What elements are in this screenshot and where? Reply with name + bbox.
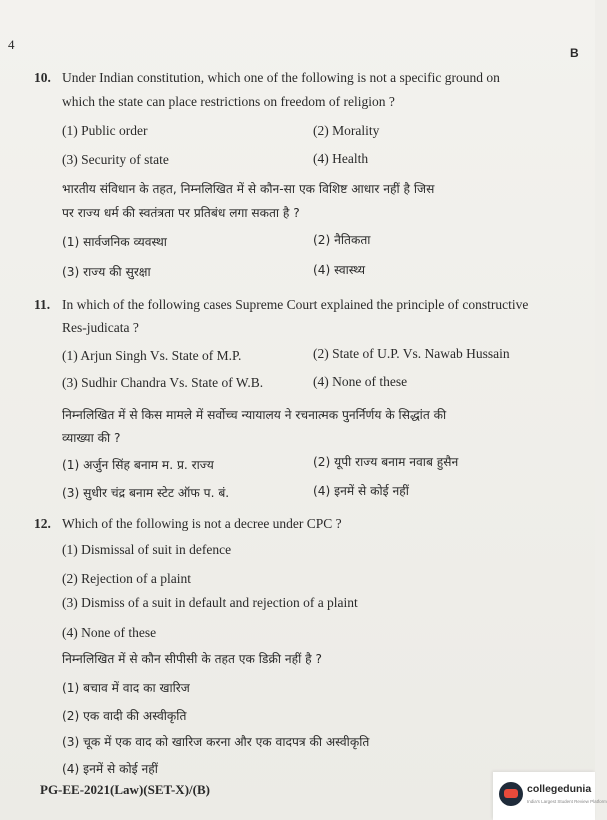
option: (3) Dismiss of a suit in default and rejection of a plaint (62, 595, 358, 610)
option: (3) Sudhir Chandra Vs. State of W.B. (62, 375, 264, 390)
question-text: Under Indian constitution, which one of the following is not a specific ground on (62, 70, 500, 85)
option: (4) None of these (313, 374, 408, 389)
option-hindi: (2) यूपी राज्य बनाम नवाब हुसैन (313, 455, 459, 469)
question-text: which the state can place restrictions on freedom of religion ? (62, 94, 395, 109)
footer-exam-code: PG-EE-2021(Law)(SET-X)/(B) (40, 782, 210, 797)
question-text: In which of the following cases Supreme Court explained the principle of constructive (62, 297, 529, 312)
option: (1) Dismissal of suit in defence (62, 542, 232, 557)
option: (1) Arjun Singh Vs. State of M.P. (62, 348, 242, 363)
watermark-tagline: India's Largest Student Review Platform (527, 799, 607, 804)
option-hindi: (4) इनमें से कोई नहीं (313, 484, 409, 498)
option: (1) Public order (62, 123, 148, 138)
question-text-hindi: पर राज्य धर्म की स्वतंत्रता पर प्रतिबंध लगा सकता है ? (62, 206, 300, 220)
option: (4) None of these (62, 625, 157, 640)
question-text: Res-judicata ? (62, 320, 139, 335)
option-hindi: (3) राज्य की सुरक्षा (62, 265, 151, 279)
option: (2) State of U.P. Vs. Nawab Hussain (313, 346, 510, 361)
option-hindi: (3) चूक में एक वाद को खारिज करना और एक वादपत्र की अस्वीकृति (62, 735, 370, 749)
option: (4) Health (313, 151, 369, 166)
collegedunia-logo-icon (499, 782, 523, 806)
option: (3) Security of state (62, 152, 169, 167)
question-text-hindi: निम्नलिखित में से कौन सीपीसी के तहत एक डिक्री नहीं है ? (62, 652, 322, 666)
option-hindi: (3) सुधीर चंद्र बनाम स्टेट ऑफ प. बं. (62, 486, 230, 500)
option-hindi: (1) बचाव में वाद का खारिज (62, 681, 190, 695)
question-number: 12. (34, 516, 51, 531)
option-hindi: (4) इनमें से कोई नहीं (62, 762, 158, 776)
question-text-hindi: निम्नलिखित में से किस मामले में सर्वोच्च न्यायालय ने रचनात्मक पुनर्निर्णय के सिद्धांत की (62, 408, 447, 422)
watermark-logo (493, 772, 607, 820)
option-hindi: (1) सार्वजनिक व्यवस्था (62, 235, 167, 249)
option: (2) Morality (313, 123, 380, 138)
question-text: Which of the following is not a decree under CPC ? (62, 516, 342, 531)
page-number: 4 (8, 37, 15, 52)
question-number: 10. (34, 70, 51, 85)
option-hindi: (1) अर्जुन सिंह बनाम म. प्र. राज्य (62, 458, 214, 472)
question-text-hindi: भारतीय संविधान के तहत, निम्नलिखित में से कौन-सा एक विशिष्ट आधार नहीं है जिस (62, 182, 435, 196)
option-hindi: (2) एक वादी की अस्वीकृति (62, 709, 187, 723)
option-hindi: (2) नैतिकता (313, 233, 371, 247)
set-code: B (570, 46, 579, 60)
option-hindi: (4) स्वास्थ्य (313, 263, 366, 277)
question-number: 11. (34, 297, 51, 312)
option: (2) Rejection of a plaint (62, 571, 191, 586)
watermark-brand: collegedunia (527, 783, 592, 795)
question-text-hindi: व्याख्या की ? (62, 431, 121, 445)
